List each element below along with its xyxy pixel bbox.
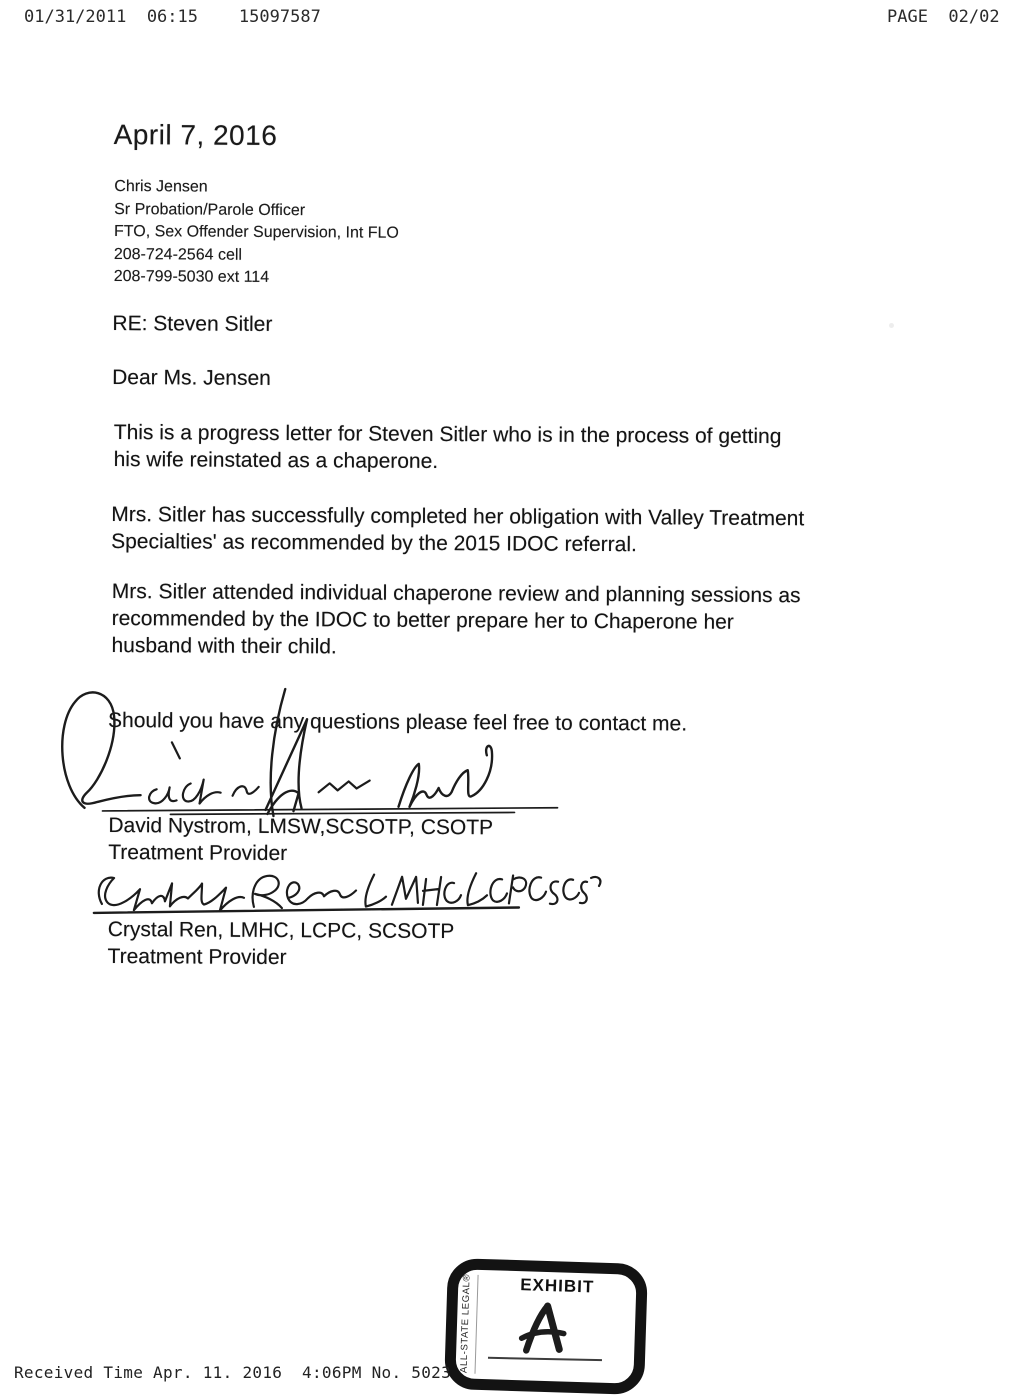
signer-name: David Nystrom, LMSW,SCSOTP, CSOTP <box>108 813 494 840</box>
recipient-phone-cell: 208-724-2564 cell <box>113 245 243 264</box>
received-time-line: Received Time Apr. 11. 2016 4:06PM No. 5023 <box>14 1363 452 1382</box>
paragraph-3 <box>111 578 800 663</box>
letter-date: April 7, 2016 <box>113 118 278 151</box>
closing-line <box>108 707 687 738</box>
signer-title: Treatment Provider <box>107 944 287 970</box>
recipient-address-block <box>114 176 400 290</box>
stamp-brand-label: ALL-STATE LEGAL® <box>458 1273 473 1374</box>
exhibit-stamp <box>444 1258 648 1395</box>
signer-title: Treatment Provider <box>108 840 288 866</box>
signature-block-1 <box>108 812 493 868</box>
fax-header-page-number: PAGE 02/02 <box>887 7 1000 27</box>
salutation: Dear Ms. Jensen <box>112 365 271 390</box>
paragraph-line: Mrs. Sitler attended individual chaperone review and planning sessions as <box>111 579 801 608</box>
paragraph-line: Mrs. Sitler has successfully completed her obligation with Valley Treatment <box>111 502 805 531</box>
paragraph-line: This is a progress letter for Steven Sitler who is in the process of getting <box>113 421 782 449</box>
signer-name: Crystal Ren, LMHC, LCPC, SCSOTP <box>107 917 455 944</box>
paragraph-line: Should you have any questions please feel free to contact me. <box>107 708 688 736</box>
signature-david-nystrom <box>52 682 573 825</box>
paragraph-line: Specialties' as recommended by the 2015 IDOC referral. <box>111 529 637 557</box>
recipient-name: Chris Jensen <box>114 178 208 196</box>
paragraph-line: his wife reinstated as a chaperone. <box>113 448 439 473</box>
paragraph-line: husband with their child. <box>111 633 337 659</box>
recipient-org: FTO, Sex Offender Supervision, Int FLO <box>113 223 399 242</box>
recipient-phone-office: 208-799-5030 ext 114 <box>113 268 270 286</box>
fax-header-left: 01/31/2011 06:15 15097587 <box>24 7 321 27</box>
re-line: RE: Steven Sitler <box>112 311 273 336</box>
exhibit-letter-a <box>518 1300 570 1356</box>
paragraph-2 <box>111 501 804 559</box>
stamp-signature-line <box>488 1357 602 1361</box>
recipient-title: Sr Probation/Parole Officer <box>114 200 306 219</box>
signature-block-2 <box>108 916 455 972</box>
stamp-exhibit-label: EXHIBIT <box>519 1275 595 1297</box>
paragraph-1 <box>114 419 782 477</box>
paragraph-line: recommended by the IDOC to better prepare her to Chaperone her <box>111 606 734 634</box>
